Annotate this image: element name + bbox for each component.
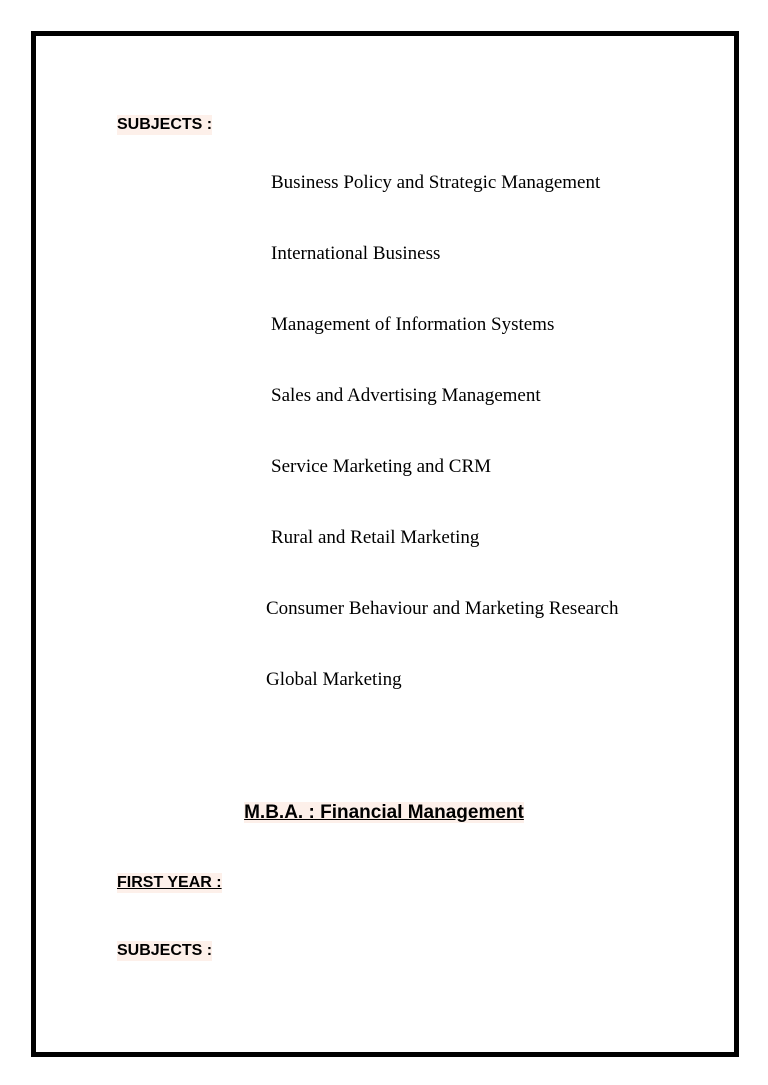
first-year-heading: FIRST YEAR : — [117, 874, 222, 891]
subject-item: Service Marketing and CRM — [271, 456, 492, 477]
subjects-heading-top: SUBJECTS : — [117, 116, 213, 133]
subject-item: Rural and Retail Marketing — [271, 527, 480, 548]
subject-item: Management of Information Systems — [271, 314, 555, 335]
section-title: M.B.A. : Financial Management — [244, 802, 524, 823]
subject-item: Business Policy and Strategic Management — [271, 172, 601, 193]
section-title-wrapper — [0, 801, 768, 825]
subject-item: Global Marketing — [266, 669, 402, 690]
subject-item: Sales and Advertising Management — [271, 385, 541, 406]
subject-item: Consumer Behaviour and Marketing Research — [266, 598, 619, 619]
subject-item: International Business — [271, 243, 441, 264]
subjects-heading-bottom: SUBJECTS : — [117, 942, 213, 959]
